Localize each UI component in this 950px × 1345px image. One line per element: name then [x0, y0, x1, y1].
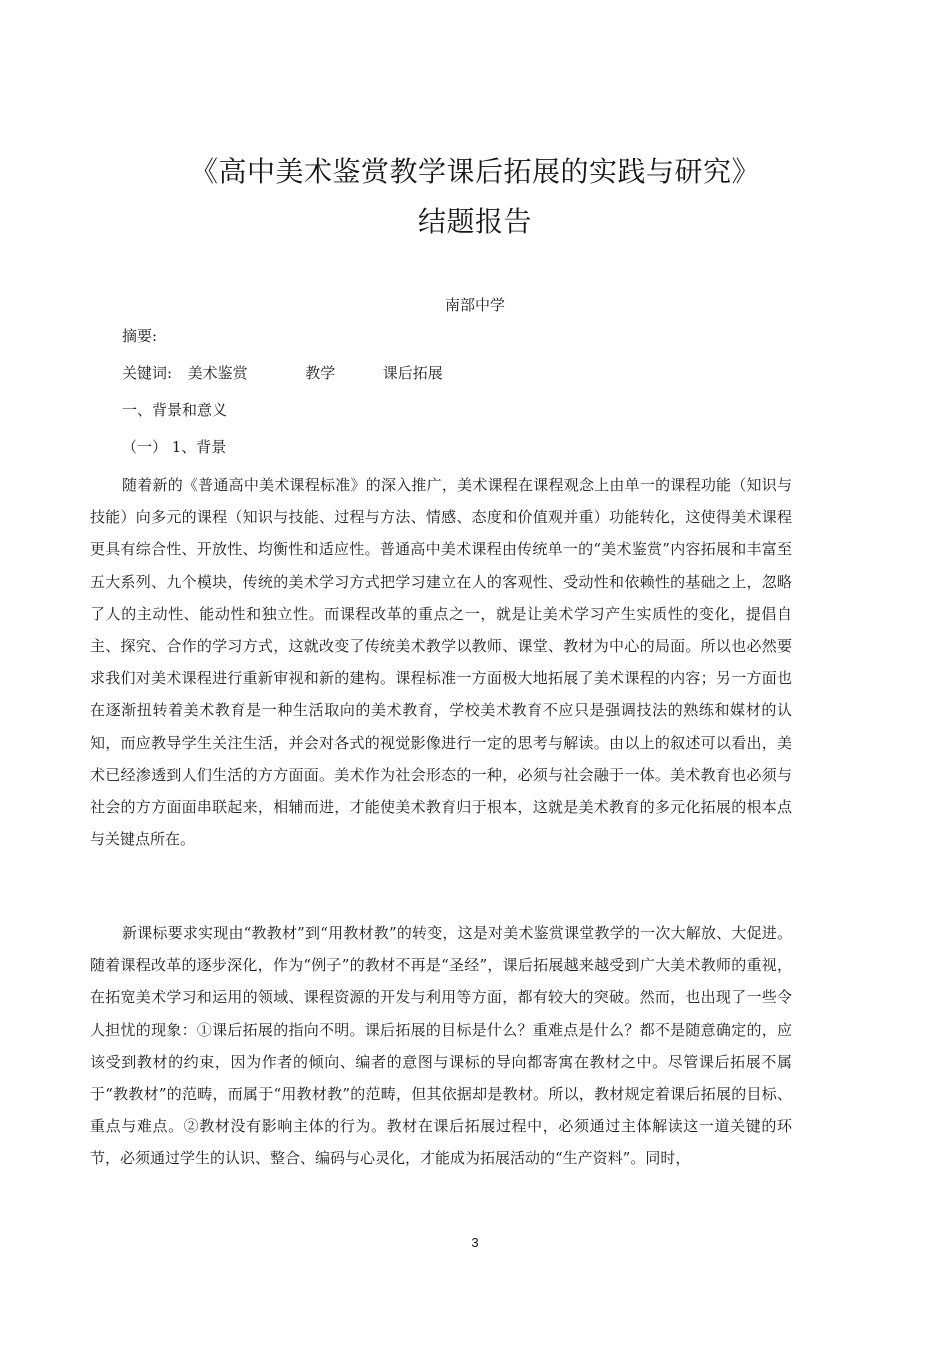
body-paragraph: 新课标要求实现由“教教材”到“用教材教”的转变，这是对美术鉴赏课堂教学的一次大解放、大促进。随着课程改革的逐步深化，作为“例子”的教材不再是“圣经”，课后拓展越来越受到广大美术教师的重视，在拓宽美术学习和运用的领域、课程资源的开发与利用等方面，都有较大的突破。然而，也出现了一些令人担忧的现象：①课后拓展的指向不明。课后拓展的目标是什么？重难点是什么？都不是随意确定的，应该受到教材的约束，因为作者的倾向、编者的意图与课标的导向都寄寓在教材之中。尽管课后拓展不属于“教教材”的范畴，而属于“用教材教”的范畴，但其依据却是教材。所以，教材规定着课后拓展的目标、重点与难点。②教材没有影响主体的行为。教材在课后拓展过程中，必须通过主体解读这一道关键的环节，必须通过学生的认识、整合、编码与心灵化，才能成为拓展活动的“生产资料”。同时， [90, 924, 792, 1168]
body-paragraph: 随着新的《普通高中美术课程标准》的深入推广，美术课程在课程观念上由单一的课程功能（知识与技能）向多元的课程（知识与技能、过程与方法、情感、态度和价值观并重）功能转化，这使得美术课程更具有综合性、开放性、均衡性和适应性。普通高中美术课程由传统单一的“美术鉴赏”内容拓展和丰富至五大系列、九个模块，传统的美术学习方式把学习建立在人的客观性、受动性和依赖性的基础之上，忽略了人的主动性、能动性和独立性。而课程改革的重点之一，就是让美术学习产生实质性的变化，提倡自主、探究、合作的学习方式，这就改变了传统美术教学以教师、课堂、教材为中心的局面。所以也必然要求我们对美术课程进行重新审视和新的建构。课程标准一方面极大地拓展了美术课程的内容；另一方面也在逐渐扭转着美术教育是一种生活取向的美术教育，学校美术教育不应只是强调技法的熟练和媒材的认知，而应教导学生关注生活，并会对各式的视觉影像进行一定的思考与解读。由以上的叙述可以看出，美术已经渗透到人们生活的方方面面。美术作为社会形态的一种，必须与社会融于一体。美术教育也必须与社会的方方面面串联起来，相辅而进，才能使美术教育归于根本，这就是美术教育的多元化拓展的根本点与关键点所在。 [90, 476, 792, 849]
report-title: 《高中美术鉴赏教学课后拓展的实践与研究》 [189, 155, 760, 188]
keywords-label: 关键词: [122, 364, 173, 382]
subsection-heading: （一） 1、背景 [122, 438, 227, 456]
keyword-item: 课后拓展 [382, 364, 443, 382]
keyword-item: 美术鉴赏 [187, 364, 248, 382]
report-subtitle: 结题报告 [417, 205, 532, 238]
abstract-label: 摘要: [122, 327, 158, 345]
section-heading: 一、背景和意义 [122, 401, 228, 419]
keyword-item: 教学 [305, 364, 336, 382]
page-number: 3 [471, 1235, 479, 1250]
keywords-line [122, 363, 443, 383]
school-name: 南部中学 [444, 296, 505, 314]
